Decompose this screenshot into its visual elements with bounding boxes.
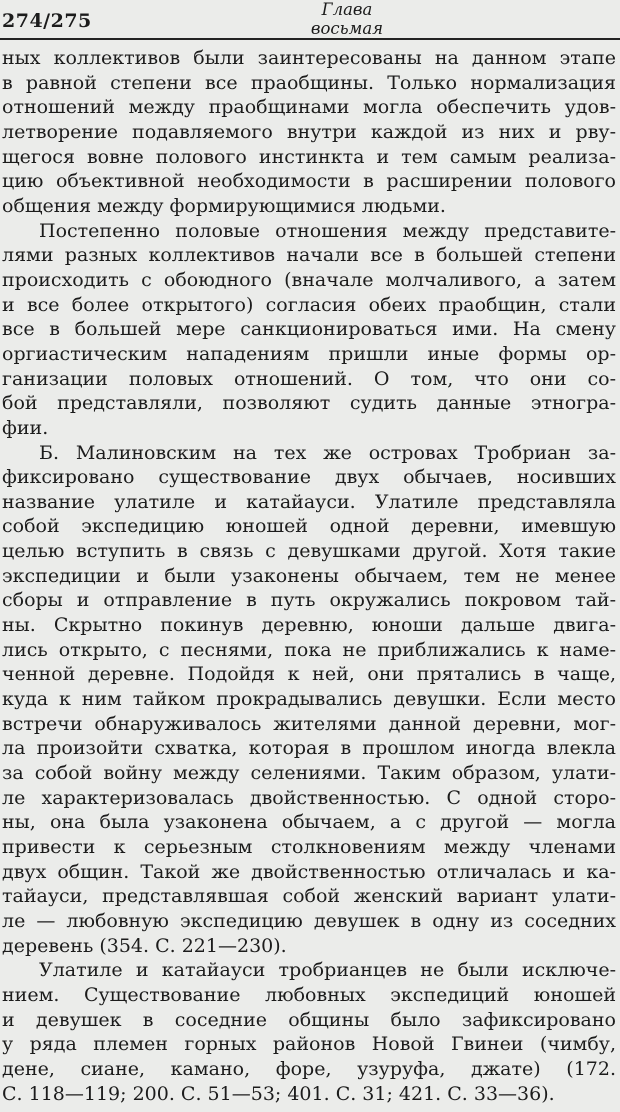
text-line: дене, сиане, камано, форе, узуруфа, джате) (172.: [2, 1057, 616, 1080]
text-line: Улатиле и катайауси тробрианцев не были исключе-: [39, 959, 616, 982]
text-line: бой представляли, позволяют судить данные этногра-: [2, 392, 616, 415]
text-line: щегося вовне полового инстинкта и тем самым реализа-: [2, 145, 616, 168]
text-line: куда к ним тайком прокрадывались девушки. Если место: [2, 688, 616, 711]
text-line: цию объективной необходимости в расширении полового: [2, 170, 616, 193]
text-line: в равной степени все праобщины. Только нормализация: [2, 71, 616, 94]
text-line: Постепенно половые отношения между представите-: [39, 219, 616, 242]
text-line: фии.: [2, 416, 49, 439]
text-line: лись открыто, с песнями, пока не приближались к наме-: [2, 638, 616, 661]
text-line: летворение подавляемого внутри каждой из них и рву-: [2, 120, 616, 143]
chapter-heading: [311, 0, 383, 38]
text-line: общения между формирующимися людьми.: [2, 194, 446, 217]
text-line: нием. Существование любовных экспедиций юношей: [2, 983, 616, 1006]
text-line: встречи обнаруживалось жителями данной деревни, мог-: [2, 712, 616, 735]
text-line: лями разных коллективов начали все в большей степени: [2, 244, 616, 267]
text-line: привести к серьезным столкновениям между членами: [2, 836, 616, 858]
text-line: ных коллективов были заинтересованы на данном этапе: [2, 47, 616, 69]
text-line: отношений между праобщинами могла обеспечить удов-: [2, 96, 616, 119]
text-line: название улатиле и катайауси. Улатиле представляла: [2, 490, 616, 513]
text-line: фиксировано существование двух обычаев, носивших: [2, 466, 616, 489]
text-line: оргиастическим нападениям пришли иные формы ор-: [2, 342, 616, 365]
text-line: деревень (354. С. 221—230).: [2, 934, 287, 957]
text-line: все в большей мере санкционироваться ими. На смену: [2, 318, 616, 341]
header-rule: [0, 38, 620, 40]
page-header: [0, 0, 620, 38]
body-text: [0, 44, 620, 1106]
text-line: тайауси, представлявшая собой женский вариант улати-: [2, 885, 616, 908]
text-line: ле характеризовалась двойственностью. С одной сторо-: [2, 786, 616, 809]
text-line: сборы и отправление в путь окружались покровом тай-: [2, 589, 616, 612]
text-line: и девушек в соседние общины было зафиксировано: [2, 1008, 616, 1031]
chapter-heading-line2: восьмая: [310, 19, 384, 38]
text-line: Б. Малиновским на тех же островах Тробриан за-: [39, 441, 616, 464]
text-line: ченной деревне. Подойдя к ней, они прятались в чаще,: [2, 663, 616, 686]
text-line: С. 118—119; 200. С. 51—53; 401. С. 31; 421. С. 33—36).: [2, 1082, 555, 1105]
text-line: и все более открытого) согласия обеих праобщин, стали: [2, 293, 616, 316]
page-number: 274/275: [2, 10, 92, 32]
text-line: экспедиции и были узаконены обычаем, тем не менее: [2, 564, 616, 587]
text-line: ла произойти схватка, которая в прошлом иногда влекла: [2, 737, 616, 760]
text-line: происходить с обоюдного (вначале молчаливого, а затем: [2, 268, 616, 291]
text-line: ны. Скрытно покинув деревню, юноши дальше двига-: [2, 614, 616, 637]
text-line: у ряда племен горных районов Новой Гвинеи (чимбу,: [2, 1033, 616, 1056]
text-line: собой экспедицию юношей одной деревни, имевшую: [2, 515, 616, 538]
text-line: ле — любовную экспедицию девушек в одну из соседних: [2, 909, 616, 932]
text-line: за собой войну между селениями. Таким образом, улати-: [2, 762, 616, 785]
text-line: ны, она была узаконена обычаем, а с другой — могла: [2, 811, 616, 834]
text-line: целью вступить в связь с девушками другой. Хотя такие: [2, 540, 616, 563]
text-line: ганизации половых отношений. О том, что они со-: [2, 367, 616, 390]
text-line: двух общин. Такой же двойственностью отличалась и ка-: [2, 860, 616, 883]
chapter-heading-line1: Глава: [321, 0, 373, 19]
